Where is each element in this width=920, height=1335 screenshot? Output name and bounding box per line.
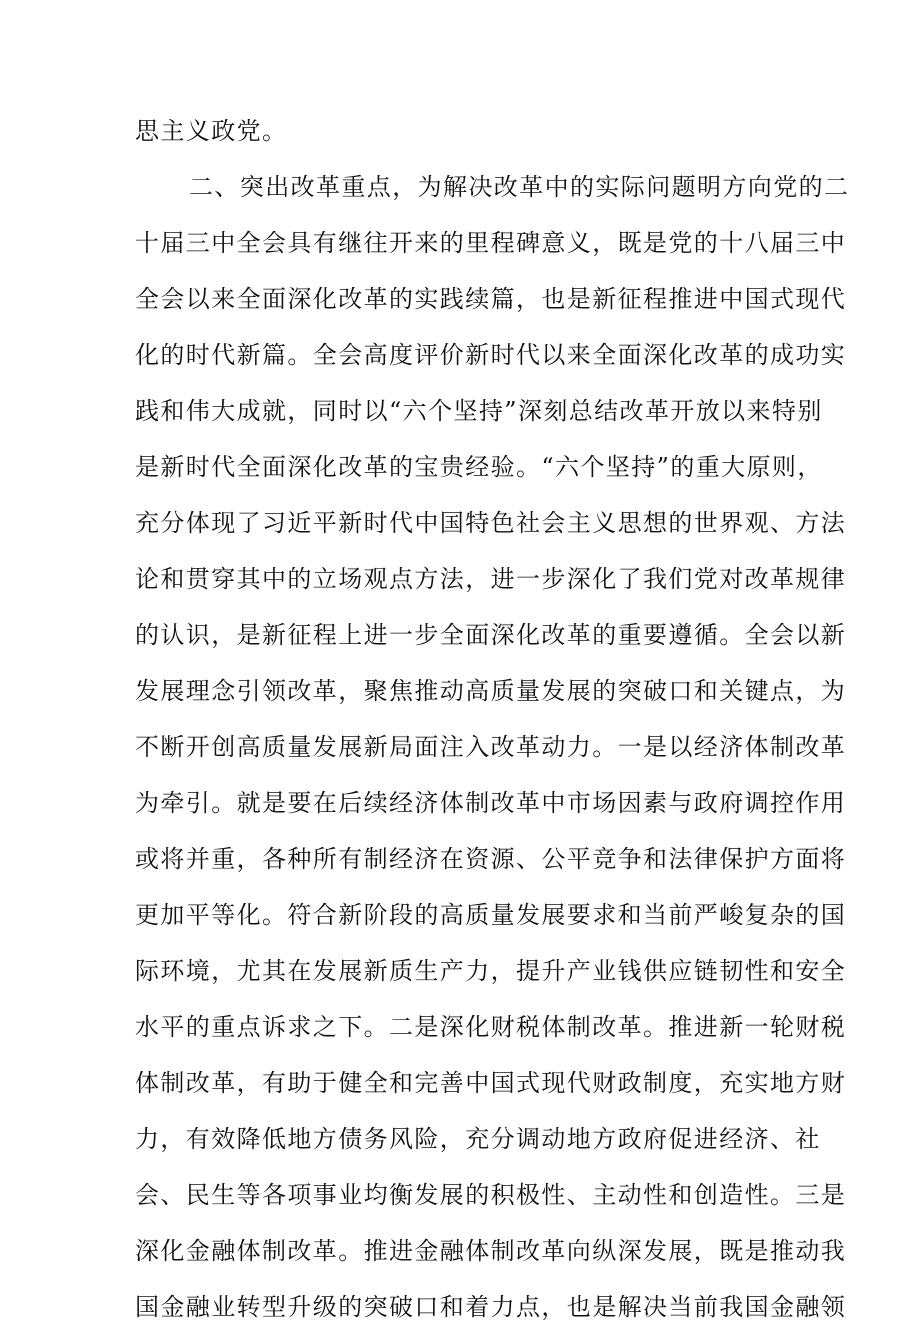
text-line: 会、民生等各项事业均衡发展的积极性、主动性和创造性。三是 (135, 1181, 847, 1209)
section-heading-line: 二、突出改革重点，为解决改革中的实际问题明方向党的二 (189, 173, 850, 201)
text-line: 不断开创高质量发展新局面注入改革动力。一是以经济体制改革 (135, 733, 847, 761)
text-line: 或将并重，各种所有制经济在资源、公平竞争和法律保护方面将 (135, 845, 847, 873)
text-line: 更加平等化。符合新阶段的高质量发展要求和当前严峻复杂的国 (135, 901, 847, 929)
body-text (135, 103, 850, 1335)
text-line: 论和贯穿其中的立场观点方法，进一步深化了我们党对改革规律 (135, 565, 847, 593)
text-line: 思主义政党。 (135, 117, 288, 145)
text-line: 深化金融体制改革。推进金融体制改革向纵深发展，既是推动我 (135, 1237, 847, 1265)
text-line: 化的时代新篇。全会高度评价新时代以来全面深化改革的成功实 (135, 341, 847, 369)
text-line: 全会以来全面深化改革的实践续篇，也是新征程推进中国式现代 (135, 285, 847, 313)
text-line: 际环境，尤其在发展新质生产力，提升产业钱供应链韧性和安全 (135, 957, 847, 985)
text-line: 为牵引。就是要在后续经济体制改革中市场因素与政府调控作用 (135, 789, 847, 817)
text-line: 践和伟大成就，同时以“六个坚持”深刻总结改革开放以来特别 (135, 397, 823, 425)
text-line: 是新时代全面深化改革的宝贵经验。“六个坚持”的重大原则， (135, 453, 823, 481)
text-line: 发展理念引领改革，聚焦推动高质量发展的突破口和关键点，为 (135, 677, 847, 705)
text-line: 国金融业转型升级的突破口和着力点，也是解决当前我国金融领 (135, 1293, 847, 1321)
text-line: 十届三中全会具有继往开来的里程碑意义，既是党的十八届三中 (135, 229, 847, 257)
text-line: 的认识，是新征程上进一步全面深化改革的重要遵循。全会以新 (135, 621, 847, 649)
text-line: 体制改革，有助于健全和完善中国式现代财政制度，充实地方财 (135, 1069, 847, 1097)
text-line: 力，有效降低地方债务风险，充分调动地方政府促进经济、社 (135, 1125, 821, 1153)
text-line: 水平的重点诉求之下。二是深化财税体制改革。推进新一轮财税 (135, 1013, 847, 1041)
text-line: 充分体现了习近平新时代中国特色社会主义思想的世界观、方法 (135, 509, 847, 537)
